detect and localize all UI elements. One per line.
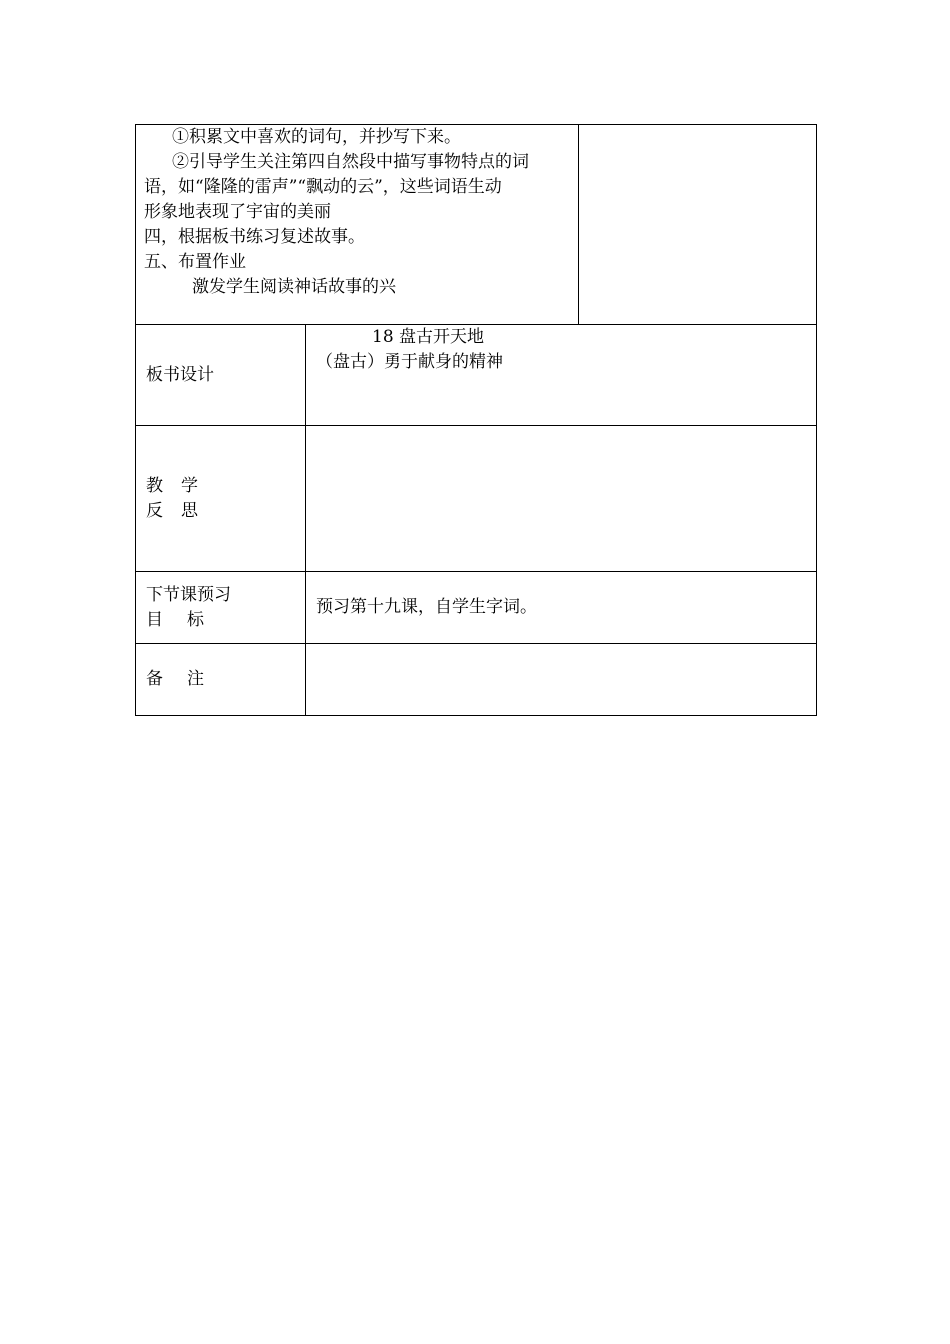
remarks-label-char: 注 <box>187 669 204 689</box>
next-preview-label <box>136 572 306 644</box>
blackboard-line: （盘古）勇于献身的精神 <box>316 352 503 372</box>
next-preview-row <box>136 572 817 644</box>
reflection-label <box>136 426 306 572</box>
blackboard-content <box>306 325 817 426</box>
process-line: 语，如“隆隆的雷声”“飘动的云”，这些词语生动 <box>144 177 502 197</box>
remarks-content <box>306 644 817 716</box>
reflection-row <box>136 426 817 572</box>
reflection-label-char: 反 <box>146 500 163 521</box>
reflection-label-char: 学 <box>181 475 198 496</box>
teaching-process-cell <box>136 125 579 325</box>
process-line: 四，根据板书练习复述故事。 <box>144 227 365 247</box>
teaching-process-row <box>136 125 817 325</box>
lesson-plan-table <box>135 124 817 716</box>
process-line: 形象地表现了宇宙的美丽 <box>144 202 331 222</box>
reflection-label-char: 教 <box>146 475 163 496</box>
remarks-row <box>136 644 817 716</box>
remarks-label-char: 备 <box>146 669 163 689</box>
reflection-label-char: 思 <box>181 500 198 521</box>
remarks-label <box>136 644 306 716</box>
next-preview-label-line: 下节课预习 <box>146 584 231 605</box>
reflection-content <box>306 426 817 572</box>
next-preview-label-char: 标 <box>187 609 204 630</box>
blackboard-label: 板书设计 <box>136 325 306 426</box>
process-line: 激发学生阅读神话故事的兴 <box>192 277 396 297</box>
next-preview-label-char: 目 <box>146 609 163 630</box>
process-line: 五、布置作业 <box>144 252 246 272</box>
next-preview-content: 预习第十九课，自学生字词。 <box>306 572 817 644</box>
process-line: ①积累文中喜欢的词句，并抄写下来。 <box>172 127 461 147</box>
blackboard-title: 18 盘古开天地 <box>372 327 485 347</box>
process-line: ②引导学生关注第四自然段中描写事物特点的词 <box>172 152 529 172</box>
notes-cell <box>579 125 817 325</box>
blackboard-row <box>136 325 817 426</box>
